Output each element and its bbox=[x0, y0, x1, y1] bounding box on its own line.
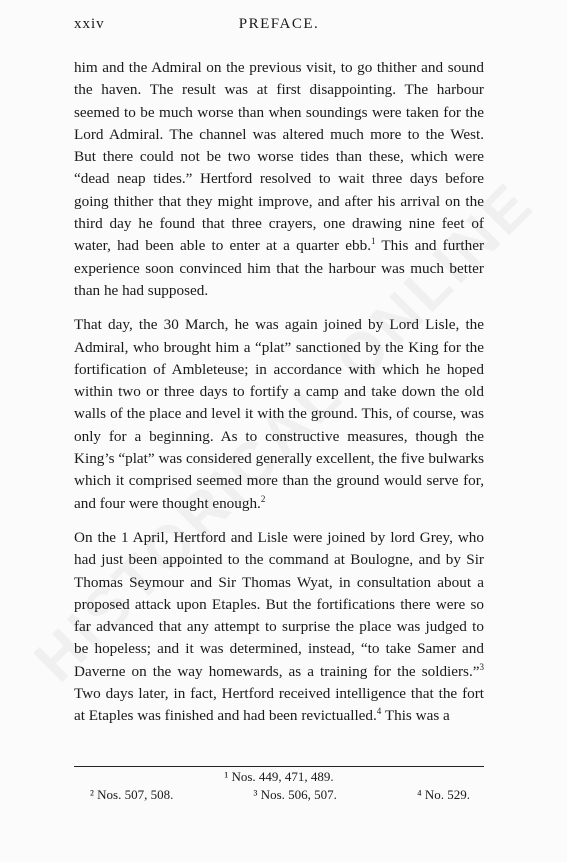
footnote-ref: 4 bbox=[376, 706, 382, 717]
body-text bbox=[74, 57, 484, 728]
paragraph-text: him and the Admiral on the previous visit, to go thither and sound the haven. The result was at first disappointing. The harbour seemed to be much worse than when soundings were taken for the Lord Admiral. The channel was altered much more to the West. But there could not be two worse tides than these, which were “dead neap tides.” Hertford resolved to wait three days before going thither that they might improve, and after his arrival on the third day he found that three crayers, one drawing nine feet of water, had been able to enter at a quarter ebb. bbox=[74, 59, 484, 255]
footnote-row bbox=[74, 786, 484, 804]
footnotes bbox=[74, 768, 484, 804]
paragraph-text: This and further experience soon convinced him that the harbour was much better than he had supposed. bbox=[74, 237, 485, 299]
paragraph bbox=[74, 314, 484, 515]
paragraph bbox=[74, 57, 484, 302]
paragraph-text: This was a bbox=[384, 707, 450, 725]
page-number: xxiv bbox=[74, 16, 105, 32]
footnote: ³ Nos. 506, 507. bbox=[253, 787, 337, 802]
footnote-ref: 1 bbox=[371, 236, 376, 247]
footnote: ⁴ No. 529. bbox=[417, 787, 470, 802]
paragraph-text: That day, the 30 March, he was again joined by Lord Lisle, the Admiral, who brought him a “plat” sanctioned by the King for the fortification of Ambleteuse; in accordance with which he hoped within two or three days to fortify a camp and take down the old walls of the place and level it with the ground. This, of course, was only for a beginning. As to constructive measures, though the King’s “plat” was considered generally excellent, the five bulwarks which it comprised seemed more than the ground would serve for, and four were thought enough. bbox=[74, 316, 484, 512]
footnote: ² Nos. 507, 508. bbox=[90, 787, 174, 802]
paragraph-text: Two days later, in fact, Hertford received intelligence that the fort at Etaples was finished and had been revictualled. bbox=[74, 685, 484, 725]
page-header bbox=[74, 16, 484, 36]
footnote-ref: 2 bbox=[260, 493, 266, 504]
footnote-divider bbox=[74, 766, 484, 767]
paragraph-text: On the 1 April, Hertford and Lisle were joined by lord Grey, who had just been appointed to the command at Boulogne, and by Sir Thomas Seymour and Sir Thomas Wyat, in consultation about a proposed attack upon Etaples. But the fortifications there were so far advanced that any attempt to surprise the place was judged to be hopeless; and it was determined, instead, “to take Samer and Daverne on the way homewards, as a training for the soldiers.” bbox=[74, 528, 484, 680]
footnote: ¹ Nos. 449, 471, 489. bbox=[224, 769, 334, 784]
running-title: PREFACE. bbox=[238, 16, 320, 32]
paragraph bbox=[74, 527, 484, 728]
footnote-ref: 3 bbox=[479, 661, 484, 672]
